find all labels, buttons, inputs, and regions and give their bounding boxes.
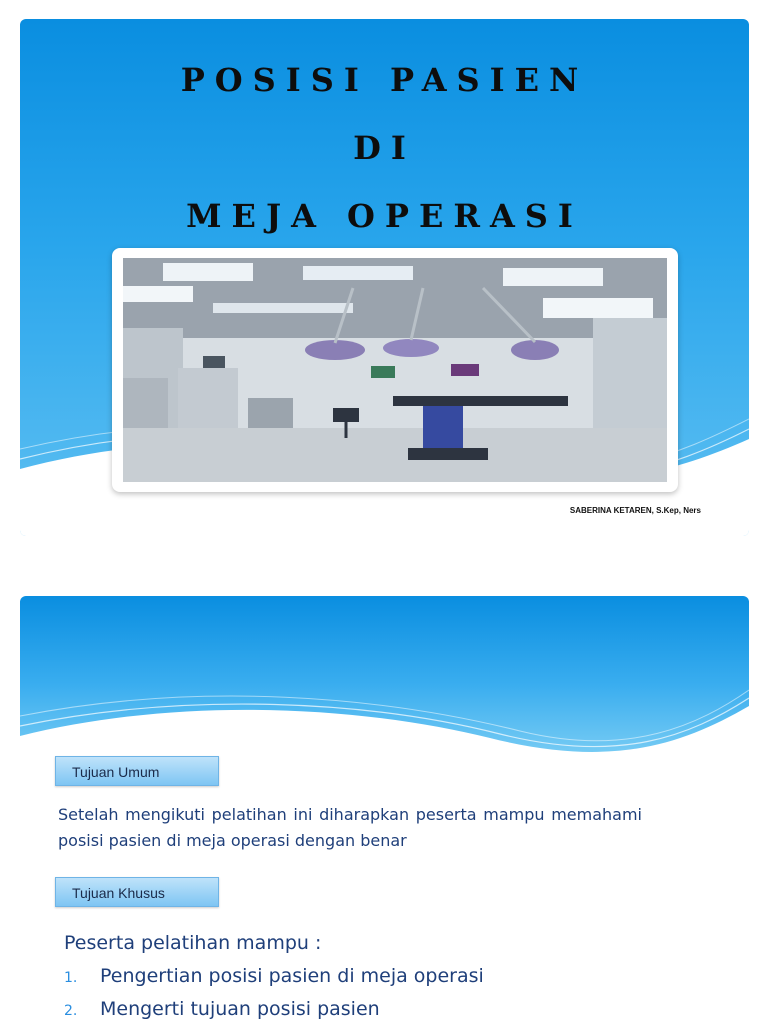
section-label-tujuan-khusus: Tujuan Khusus <box>55 877 219 907</box>
objectives-slide <box>20 596 749 1024</box>
list-item <box>64 965 484 987</box>
operating-room-photo <box>123 258 667 482</box>
list-intro: Peserta pelatihan mampu : <box>64 932 322 954</box>
tujuan-umum-text: Setelah mengikuti pelatihan ini diharapkan peserta mampu memahami posisi pasien di meja operasi dengan benar <box>58 805 642 850</box>
list-text: Mengerti tujuan posisi pasien <box>100 998 380 1020</box>
list-text: Pengertian posisi pasien di meja operasi <box>100 965 484 987</box>
author-credit: SABERINA KETAREN, S.Kep, Ners <box>569 506 701 515</box>
photo-frame <box>112 248 678 492</box>
title-slide <box>20 19 749 536</box>
title-line-3: MEJA OPERASI <box>186 197 583 235</box>
list-item <box>64 998 380 1020</box>
list-number: 2. <box>64 1003 78 1019</box>
title-line-2: DI <box>353 129 416 167</box>
section-label-tujuan-umum: Tujuan Umum <box>55 756 219 786</box>
list-number: 1. <box>64 970 78 986</box>
title-line-1: POSISI PASIEN <box>180 61 589 99</box>
